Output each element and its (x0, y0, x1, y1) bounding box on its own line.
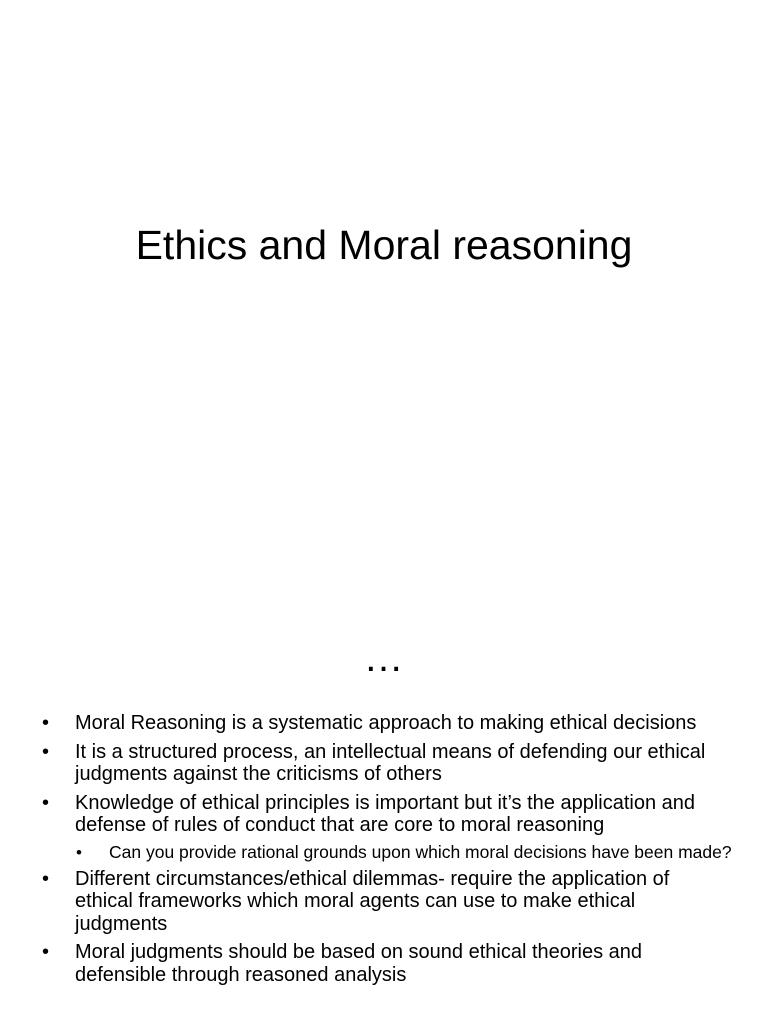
bullet-marker: • (42, 867, 50, 890)
bullet-item (42, 941, 732, 986)
bullet-item (42, 792, 732, 837)
slide-title: Ethics and Moral reasoning (135, 222, 633, 268)
bullet-item (42, 712, 732, 735)
bullet-list (42, 712, 732, 992)
bullet-marker: • (42, 740, 50, 763)
bullet-item (42, 741, 732, 786)
sub-bullet-item (76, 843, 732, 862)
bullet-text: Can you provide rational grounds upon which moral decisions have been made? (109, 841, 732, 862)
bullet-text: Moral Reasoning is a systematic approach to making ethical decisions (75, 712, 697, 734)
bullet-marker: • (42, 791, 50, 814)
content-slide (0, 576, 768, 1024)
bullet-text: Moral judgments should be based on sound ethical theories and defensible through reasoned analysis (75, 941, 643, 986)
slide-heading: … (363, 636, 405, 680)
bullet-marker: • (42, 712, 50, 734)
bullet-text: It is a structured process, an intellectual means of defending our ethical judgments against the criticisms of others (75, 740, 706, 785)
bullet-marker: • (42, 941, 50, 963)
bullet-text: Knowledge of ethical principles is important but it’s the application and defense of rules of conduct that are core to moral reasoning (75, 791, 695, 836)
bullet-text: Different circumstances/ethical dilemmas- require the application of ethical frameworks which moral agents can use to make ethical judgments (75, 867, 670, 935)
bullet-item (42, 868, 732, 936)
bullet-marker: • (76, 842, 82, 862)
